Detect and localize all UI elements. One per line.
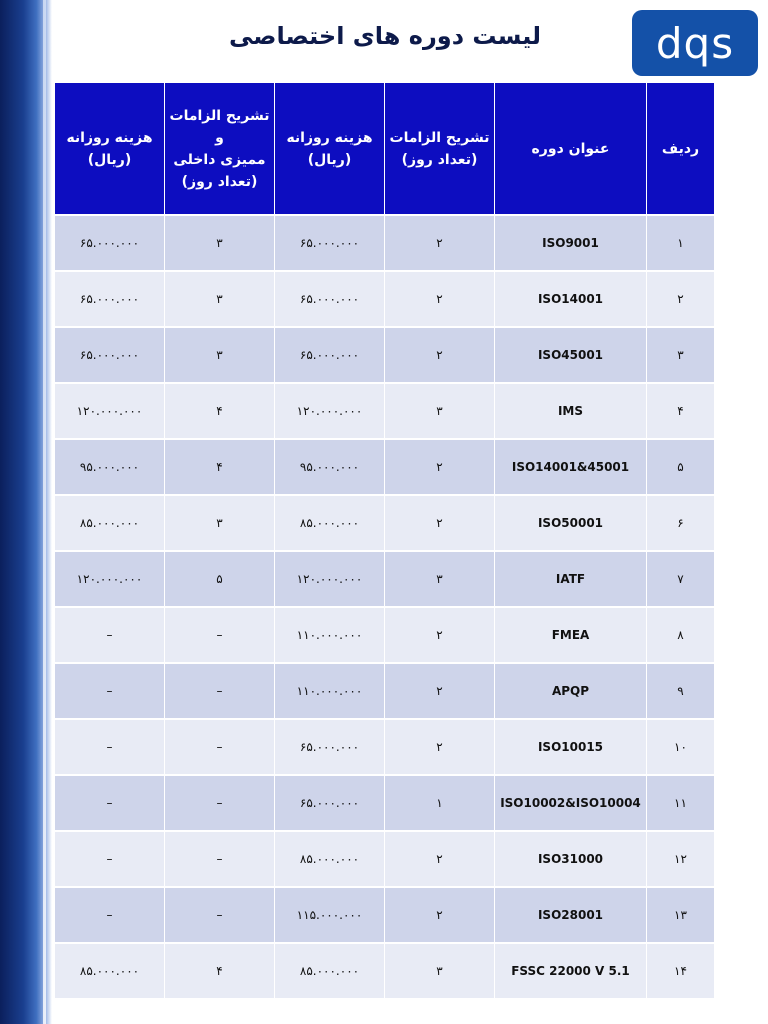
cell-requirements-days: ۲ xyxy=(385,327,495,383)
cell-course-title: ISO31000 xyxy=(495,831,647,887)
courses-table xyxy=(54,83,715,999)
col-header-requirements-audit-days: تشریح الزامات و ممیزی داخلی (تعداد روز) xyxy=(165,83,275,215)
cell-requirements-days: ۳ xyxy=(385,551,495,607)
cell-course-title: IMS xyxy=(495,383,647,439)
col-header-course-title: عنوان دوره xyxy=(495,83,647,215)
cell-row-number: ۱۰ xyxy=(647,719,715,775)
cell-row-number: ۸ xyxy=(647,607,715,663)
cell-requirements-audit-days: ۴ xyxy=(165,383,275,439)
table-row xyxy=(55,327,715,383)
cell-requirements-audit-days: ۳ xyxy=(165,495,275,551)
cell-daily-cost-2: – xyxy=(55,831,165,887)
cell-daily-cost: ۶۵.۰۰۰.۰۰۰ xyxy=(275,719,385,775)
cell-requirements-days: ۳ xyxy=(385,383,495,439)
cell-requirements-audit-days: – xyxy=(165,607,275,663)
cell-daily-cost: ۱۲۰.۰۰۰.۰۰۰ xyxy=(275,383,385,439)
cell-daily-cost-2: – xyxy=(55,775,165,831)
cell-row-number: ۳ xyxy=(647,327,715,383)
table-row xyxy=(55,215,715,271)
col-header-row-number: ردیف xyxy=(647,83,715,215)
cell-course-title: ISO10002&ISO10004 xyxy=(495,775,647,831)
cell-requirements-days: ۲ xyxy=(385,663,495,719)
table-row xyxy=(55,495,715,551)
cell-row-number: ۲ xyxy=(647,271,715,327)
cell-row-number: ۴ xyxy=(647,383,715,439)
cell-course-title: ISO14001&45001 xyxy=(495,439,647,495)
cell-daily-cost-2: ۶۵.۰۰۰.۰۰۰ xyxy=(55,271,165,327)
dqs-logo: dqs xyxy=(632,10,758,76)
cell-daily-cost-2: – xyxy=(55,887,165,943)
cell-daily-cost: ۱۱۰.۰۰۰.۰۰۰ xyxy=(275,663,385,719)
cell-requirements-audit-days: ۴ xyxy=(165,439,275,495)
cell-daily-cost-2: – xyxy=(55,719,165,775)
cell-daily-cost: ۶۵.۰۰۰.۰۰۰ xyxy=(275,271,385,327)
table-row xyxy=(55,887,715,943)
cell-daily-cost-2: ۱۲۰.۰۰۰.۰۰۰ xyxy=(55,383,165,439)
cell-daily-cost-2: ۸۵.۰۰۰.۰۰۰ xyxy=(55,943,165,999)
cell-daily-cost-2: ۶۵.۰۰۰.۰۰۰ xyxy=(55,215,165,271)
cell-row-number: ۹ xyxy=(647,663,715,719)
col-header-daily-cost-2: هزینه روزانه (ریال) xyxy=(55,83,165,215)
cell-row-number: ۵ xyxy=(647,439,715,495)
cell-requirements-audit-days: – xyxy=(165,831,275,887)
cell-daily-cost: ۸۵.۰۰۰.۰۰۰ xyxy=(275,943,385,999)
cell-daily-cost: ۸۵.۰۰۰.۰۰۰ xyxy=(275,495,385,551)
cell-row-number: ۱۱ xyxy=(647,775,715,831)
cell-course-title: FMEA xyxy=(495,607,647,663)
table-row xyxy=(55,271,715,327)
cell-requirements-audit-days: – xyxy=(165,719,275,775)
cell-course-title: ISO9001 xyxy=(495,215,647,271)
table-row xyxy=(55,439,715,495)
table-row xyxy=(55,551,715,607)
cell-requirements-days: ۲ xyxy=(385,607,495,663)
cell-daily-cost-2: ۶۵.۰۰۰.۰۰۰ xyxy=(55,327,165,383)
cell-course-title: ISO14001 xyxy=(495,271,647,327)
table-row xyxy=(55,663,715,719)
cell-daily-cost: ۶۵.۰۰۰.۰۰۰ xyxy=(275,215,385,271)
cell-course-title: ISO28001 xyxy=(495,887,647,943)
cell-requirements-days: ۲ xyxy=(385,271,495,327)
cell-row-number: ۱۲ xyxy=(647,831,715,887)
cell-course-title: APQP xyxy=(495,663,647,719)
table-row xyxy=(55,943,715,999)
cell-row-number: ۷ xyxy=(647,551,715,607)
cell-requirements-audit-days: – xyxy=(165,887,275,943)
cell-requirements-days: ۳ xyxy=(385,943,495,999)
cell-daily-cost: ۹۵.۰۰۰.۰۰۰ xyxy=(275,439,385,495)
cell-requirements-days: ۲ xyxy=(385,719,495,775)
cell-daily-cost: ۱۲۰.۰۰۰.۰۰۰ xyxy=(275,551,385,607)
table-row xyxy=(55,607,715,663)
cell-daily-cost-2: ۹۵.۰۰۰.۰۰۰ xyxy=(55,439,165,495)
table-row xyxy=(55,831,715,887)
cell-requirements-audit-days: ۳ xyxy=(165,327,275,383)
cell-requirements-days: ۱ xyxy=(385,775,495,831)
cell-row-number: ۱ xyxy=(647,215,715,271)
table-row xyxy=(55,383,715,439)
cell-daily-cost-2: ۱۲۰.۰۰۰.۰۰۰ xyxy=(55,551,165,607)
cell-requirements-audit-days: – xyxy=(165,775,275,831)
cell-row-number: ۶ xyxy=(647,495,715,551)
cell-daily-cost: ۸۵.۰۰۰.۰۰۰ xyxy=(275,831,385,887)
table-row xyxy=(55,775,715,831)
cell-row-number: ۱۳ xyxy=(647,887,715,943)
cell-course-title: ISO50001 xyxy=(495,495,647,551)
cell-daily-cost: ۶۵.۰۰۰.۰۰۰ xyxy=(275,327,385,383)
cell-daily-cost: ۶۵.۰۰۰.۰۰۰ xyxy=(275,775,385,831)
col-header-requirements-days: تشریح الزامات (تعداد روز) xyxy=(385,83,495,215)
cell-daily-cost-2: ۸۵.۰۰۰.۰۰۰ xyxy=(55,495,165,551)
cell-requirements-days: ۲ xyxy=(385,439,495,495)
cell-requirements-days: ۲ xyxy=(385,495,495,551)
table-row xyxy=(55,719,715,775)
decorative-side-band xyxy=(0,0,52,1024)
cell-requirements-days: ۲ xyxy=(385,831,495,887)
cell-course-title: FSSC 22000 V 5.1 xyxy=(495,943,647,999)
cell-course-title: ISO45001 xyxy=(495,327,647,383)
table-header-row xyxy=(55,83,715,215)
col-header-daily-cost: هزینه روزانه (ریال) xyxy=(275,83,385,215)
cell-requirements-audit-days: ۳ xyxy=(165,271,275,327)
cell-row-number: ۱۴ xyxy=(647,943,715,999)
cell-course-title: ISO10015 xyxy=(495,719,647,775)
cell-requirements-audit-days: ۴ xyxy=(165,943,275,999)
cell-course-title: IATF xyxy=(495,551,647,607)
cell-daily-cost: ۱۱۰.۰۰۰.۰۰۰ xyxy=(275,607,385,663)
cell-daily-cost: ۱۱۵.۰۰۰.۰۰۰ xyxy=(275,887,385,943)
cell-daily-cost-2: – xyxy=(55,663,165,719)
cell-requirements-audit-days: ۳ xyxy=(165,215,275,271)
cell-daily-cost-2: – xyxy=(55,607,165,663)
cell-requirements-days: ۲ xyxy=(385,887,495,943)
cell-requirements-audit-days: – xyxy=(165,663,275,719)
page-title: لیست دوره های اختصاصی xyxy=(228,22,542,50)
cell-requirements-days: ۲ xyxy=(385,215,495,271)
cell-requirements-audit-days: ۵ xyxy=(165,551,275,607)
